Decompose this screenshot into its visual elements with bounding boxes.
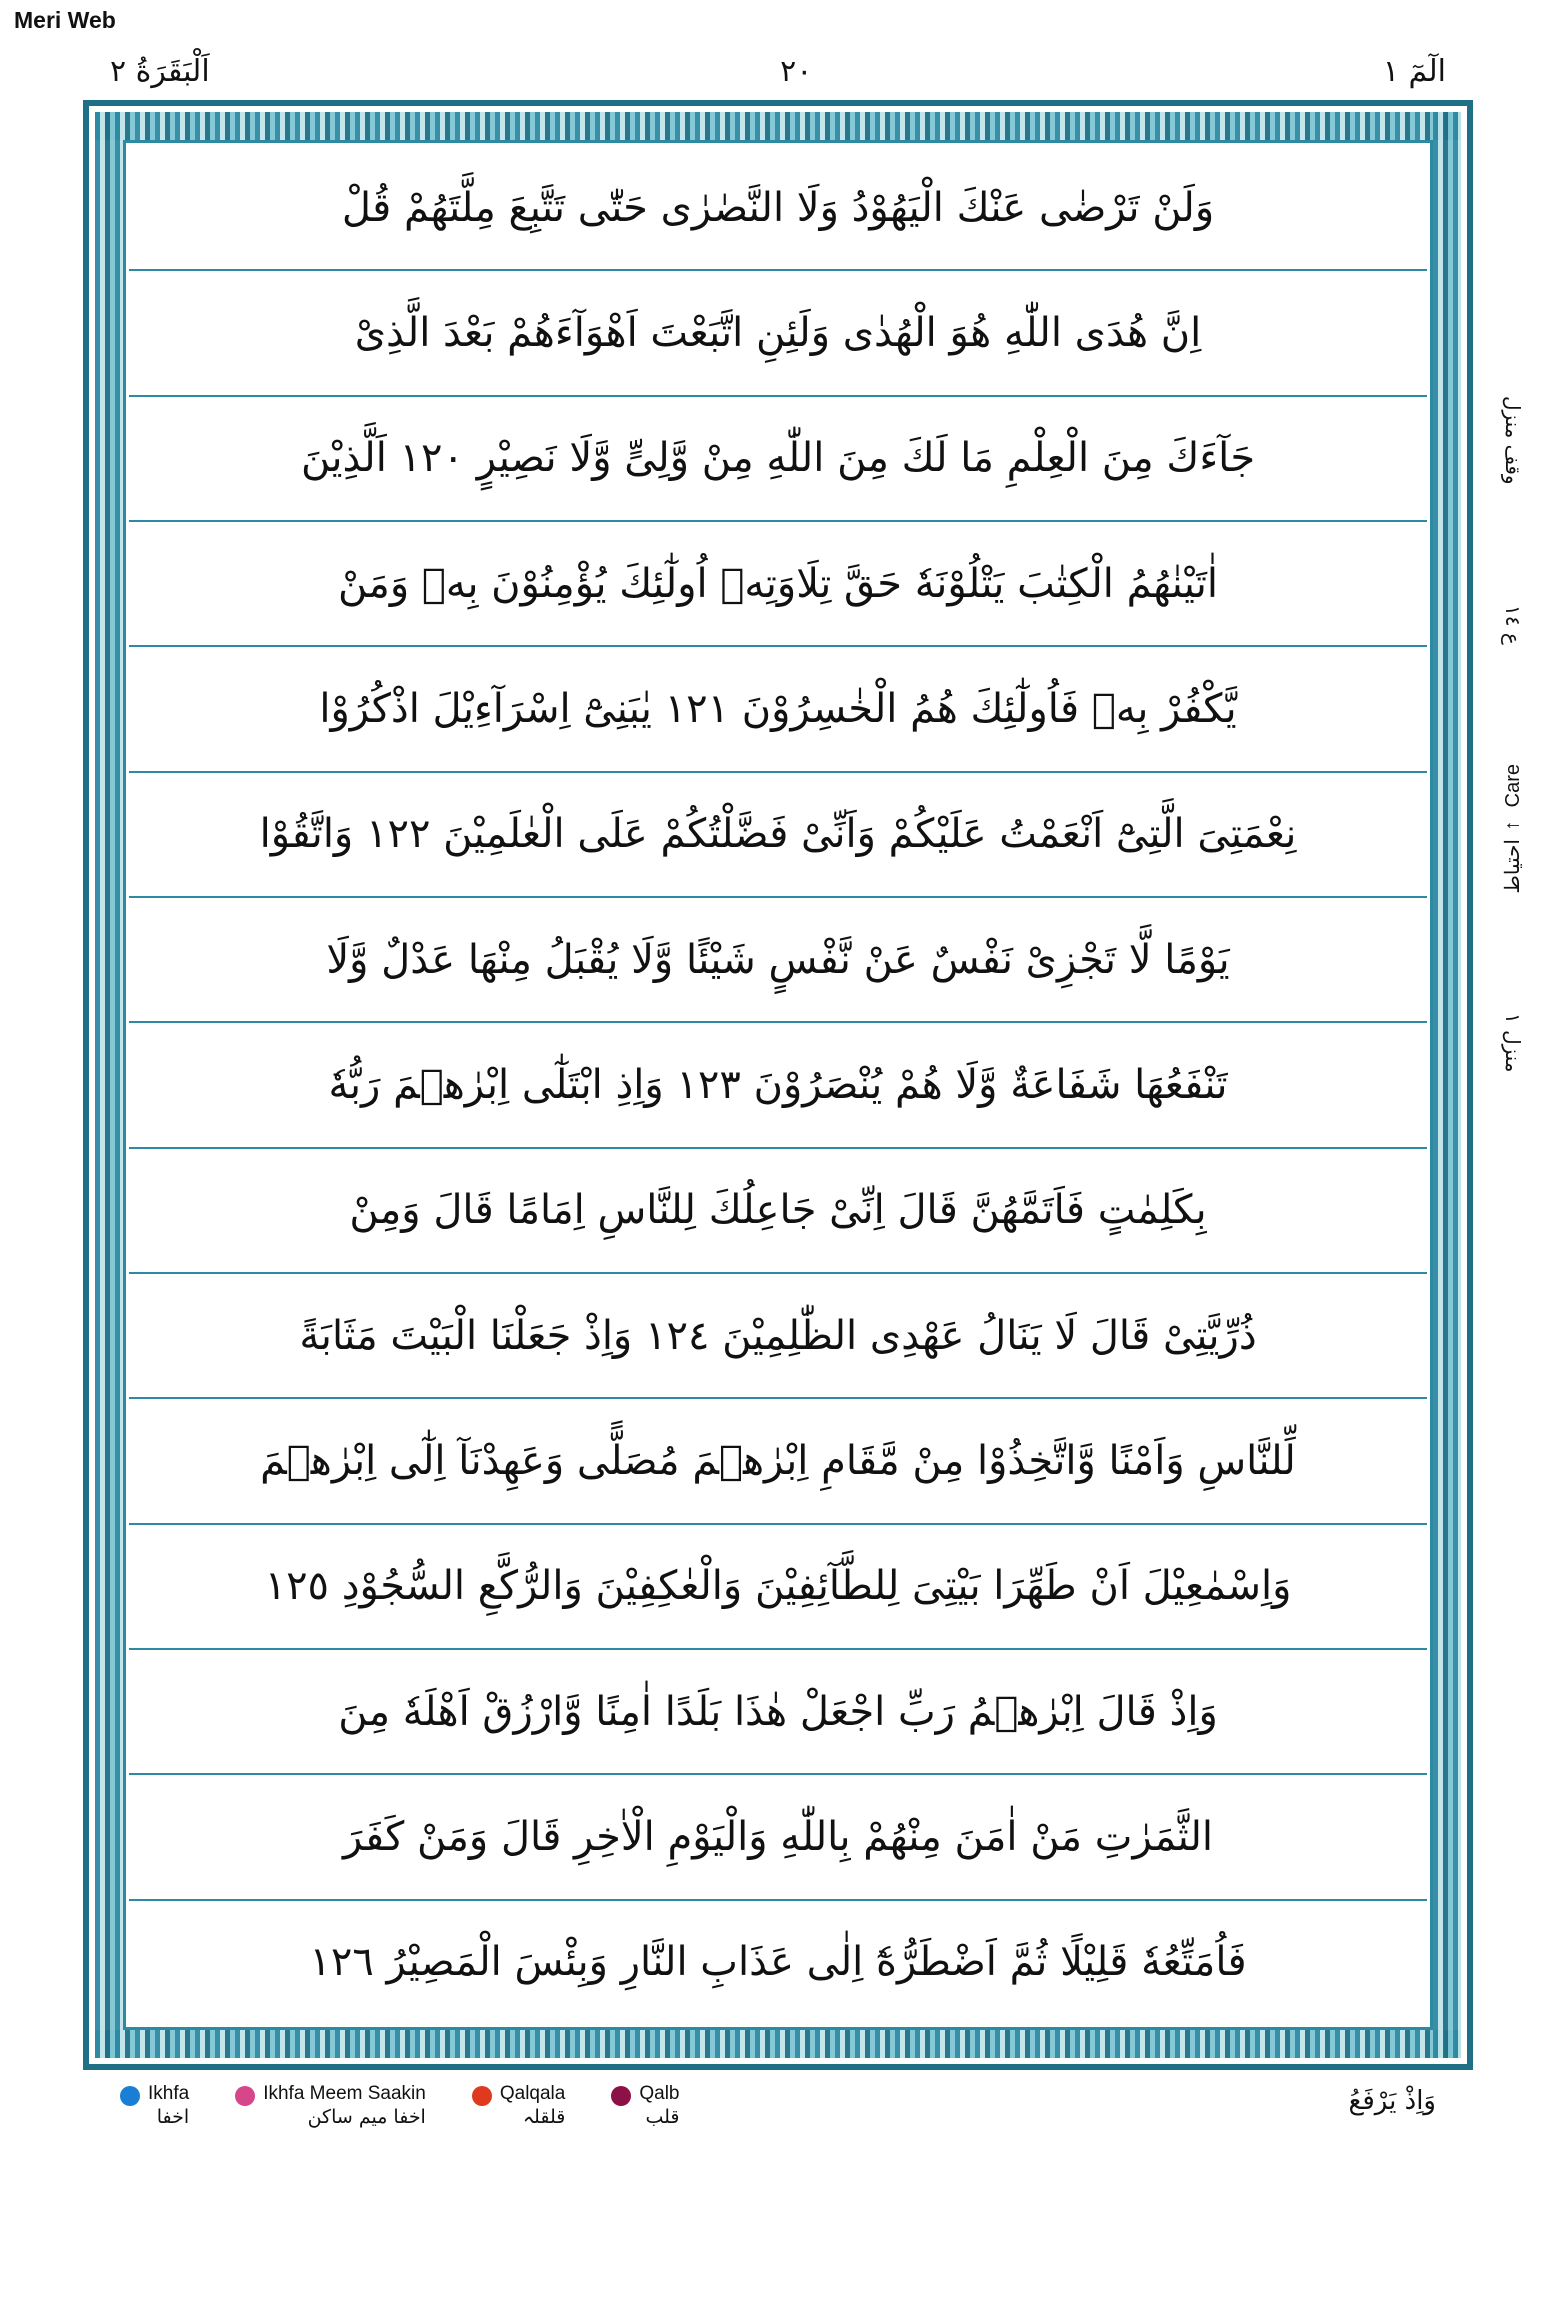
ayah-line — [129, 146, 1427, 271]
ayah-lines — [129, 146, 1427, 2024]
legend-dot-icon — [235, 2086, 255, 2106]
legend-item — [120, 2082, 189, 2130]
care-label-ar: احتیاط — [1502, 838, 1524, 894]
ayah-line — [129, 1525, 1427, 1650]
quran-page-frame — [83, 100, 1525, 2070]
site-title: Meri Web — [14, 6, 116, 33]
ayah-line — [129, 1901, 1427, 2024]
page-number: ٢٠ — [780, 53, 813, 89]
border-band-bottom — [95, 2030, 1461, 2058]
ayah-text: وَلَنْ تَرْضٰى عَنْكَ الْيَهُوْدُ وَلَا النَّصٰرٰى حَتّٰى تَتَّبِعَ مِلَّتَهُمْ قُلْ — [341, 184, 1215, 231]
legend-dot-icon — [120, 2086, 140, 2106]
margin-mark-waqf-manzil: وقف منزل — [1501, 396, 1525, 485]
legend-item — [472, 2082, 566, 2130]
legend-label-ar: قلقلہ — [522, 2105, 566, 2128]
ayah-line — [129, 1023, 1427, 1148]
care-arrow-icon: ← — [1503, 811, 1523, 834]
legend-dot-icon — [611, 2086, 631, 2106]
border-band-top — [95, 112, 1461, 140]
ayah-line — [129, 1775, 1427, 1900]
next-page-catchword: وَاِذْ يَرْفَعُ — [1348, 2086, 1436, 2116]
border-band-left — [95, 112, 123, 2058]
ayah-text: اِنَّ هُدَى اللّٰهِ هُوَ الْهُدٰى وَلَئِنِ اتَّبَعْتَ اَهْوَآءَهُمْ بَعْدَ الَّذِىْ — [354, 309, 1202, 356]
ayah-line — [129, 1650, 1427, 1775]
tajweed-legend — [120, 2082, 679, 2130]
ayah-line — [129, 1399, 1427, 1524]
surah-label: اَلْبَقَرَةُ ٢ — [110, 53, 210, 89]
legend-label-ar: اخفا — [156, 2105, 190, 2128]
legend-label-ar: قلب — [645, 2105, 680, 2128]
ayah-line — [129, 647, 1427, 772]
ayah-line — [129, 271, 1427, 396]
margin-mark-manzil: منزل ١ — [1501, 1013, 1525, 1073]
page-header — [0, 40, 1556, 100]
ayah-text: ذُرِّيَّتِىْ قَالَ لَا يَنَالُ عَهْدِى الظّٰلِمِيْنَ ١٢٤ وَاِذْ جَعَلْنَا الْبَيْتَ مَثَابَةً — [299, 1312, 1257, 1359]
ayah-text: يَوْمًا لَّا تَجْزِىْ نَفْسٌ عَنْ نَّفْسٍ شَيْئًا وَّلَا يُقْبَلُ مِنْهَا عَدْلٌ وَّلَا — [326, 936, 1230, 983]
legend-label-en: Ikhfa — [148, 2083, 190, 2104]
ayah-line — [129, 1149, 1427, 1274]
ayah-line — [129, 773, 1427, 898]
legend-label-en: Ikhfa Meem Saakin — [263, 2083, 426, 2104]
care-annotation — [1501, 764, 1525, 893]
margin-mark-ruku: ع ١٤ — [1501, 604, 1525, 645]
ayah-line — [129, 522, 1427, 647]
ayah-text: تَنْفَعُهَا شَفَاعَةٌ وَّلَا هُمْ يُنْصَرُوْنَ ١٢٣ وَاِذِ ابْتَلٰٓى اِبْرٰهٖمَ رَبُّهٗ — [328, 1061, 1228, 1108]
ayah-text: بِكَلِمٰتٍ فَاَتَمَّهُنَّ قَالَ اِنِّىْ جَاعِلُكَ لِلنَّاسِ اِمَامًا قَالَ وَمِنْ — [349, 1187, 1207, 1234]
ayah-text: لِّلنَّاسِ وَاَمْنًا وَّاتَّخِذُوْا مِنْ مَّقَامِ اِبْرٰهٖمَ مُصَلًّى وَعَهِدْنَآ اِلٰٓى اِبْرٰهٖمَ — [260, 1437, 1296, 1484]
legend-item — [235, 2082, 426, 2130]
ayah-text: الثَّمَرٰتِ مَنْ اٰمَنَ مِنْهُمْ بِاللّٰهِ وَالْيَوْمِ الْاٰخِرِ قَالَ وَمَنْ كَفَرَ — [342, 1813, 1214, 1860]
ayah-text: وَاِذْ قَالَ اِبْرٰهٖمُ رَبِّ اجْعَلْ هٰذَا بَلَدًا اٰمِنًا وَّارْزُقْ اَهْلَهٗ مِنَ — [338, 1688, 1218, 1735]
ayah-line — [129, 898, 1427, 1023]
ayah-text: وَاِسْمٰعِيْلَ اَنْ طَهِّرَا بَيْتِىَ لِلطَّآئِفِيْنَ وَالْعٰكِفِيْنَ وَالرُّكَّعِ السُّجُوْدِ ١٢٥ — [264, 1563, 1292, 1610]
legend-label-en: Qalb — [639, 2083, 680, 2104]
legend-item — [611, 2082, 679, 2130]
care-label-en: Care — [1501, 764, 1524, 808]
legend-label-en: Qalqala — [499, 2083, 566, 2104]
border-band-right — [1433, 112, 1461, 2058]
ayah-text: جَآءَكَ مِنَ الْعِلْمِ مَا لَكَ مِنَ اللّٰهِ مِنْ وَّلِىٍّ وَّلَا نَصِيْرٍ ١٢٠ اَلَّذِيْنَ — [300, 435, 1256, 482]
page-footer — [0, 2070, 1556, 2160]
ayah-line — [129, 397, 1427, 522]
legend-dot-icon — [472, 2086, 492, 2106]
ayah-line — [129, 1274, 1427, 1399]
ayah-text: اٰتَيْنٰهُمُ الْكِتٰبَ يَتْلُوْنَهٗ حَقَّ تِلَاوَتِهٖ اُولٰٓئِكَ يُؤْمِنُوْنَ بِهٖ وَمَنْ — [337, 560, 1219, 607]
margin-annotations — [1473, 396, 1553, 1073]
ayah-text: فَاُمَتِّعُهٗ قَلِيْلًا ثُمَّ اَضْطَرُّهٗٓ اِلٰى عَذَابِ النَّارِ وَبِئْسَ الْمَصِيْرُ ١٢٦ — [309, 1939, 1247, 1986]
legend-label-ar: اخفا میم ساکن — [307, 2105, 426, 2128]
header-right-label: الٓمٓ ١ — [1382, 53, 1446, 89]
ayah-text: نِعْمَتِىَ الَّتِىْٓ اَنْعَمْتُ عَلَيْكُمْ وَاَنِّىْ فَضَّلْتُكُمْ عَلَى الْعٰلَمِيْنَ ١٢٢ وَاتَّقُوْا — [259, 811, 1297, 858]
ayah-text: يَّكْفُرْ بِهٖ فَاُولٰٓئِكَ هُمُ الْخٰسِرُوْنَ ١٢١ يٰبَنِىْٓ اِسْرَآءِيْلَ اذْكُرُوْا — [319, 685, 1237, 732]
